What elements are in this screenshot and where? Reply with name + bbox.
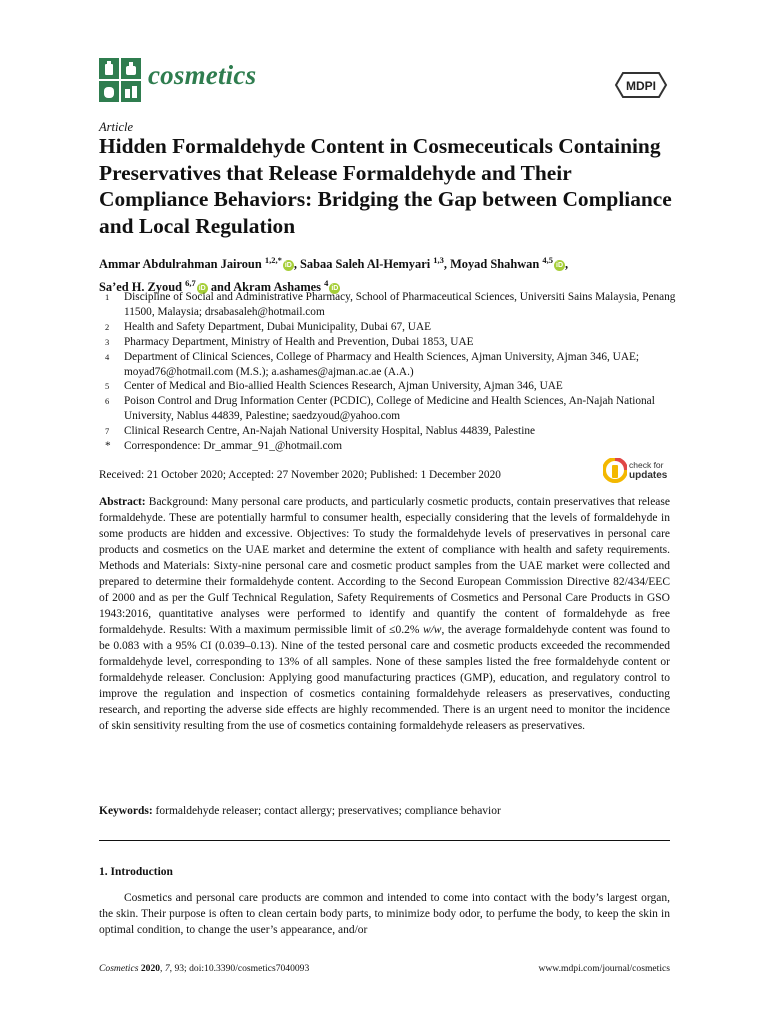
affiliation-text: Clinical Research Centre, An-Najah National University Hospital, Nablus 44839, Palestine [124, 425, 535, 438]
keywords-text: formaldehyde releaser; contact allergy; preservatives; compliance behavior [152, 805, 501, 817]
abstract-label: Abstract: [99, 496, 146, 508]
abstract-text-2: , the average formaldehyde content was found to be 0.083 with a 95% CI (0.039–0.13). Nine of the tested personal care and cosmetic products exceeded the recommended formaldehyde level, corresponding to 13% of all samples. None of these samples listed the free formaldehyde content or formaldehyde releaser. Conclusion: Applying good manufacturing practices (GMP), education, and regulatory control to improve the regulation and inspection of cosmetics containing formaldehyde releasers as preservatives, conducting research, and reporting the adverse side effects are highly recommended. There is an urgent need to monitor the incidence of skin sensitivity resulting from the use of cosmetics containing formaldehyde releasers as preservatives. [99, 624, 671, 732]
footer-journal: Cosmetics [99, 963, 139, 974]
affiliation-number: 7 [105, 426, 110, 437]
article-title: Hidden Formaldehyde Content in Cosmeceuticals Containing Preservatives that Release Formaldehyde and Their Compliance Behaviors: Bridging the Gap between Compliance and Local Regulation [99, 134, 672, 238]
author-name: Moyad Shahwan [450, 257, 540, 272]
affiliation-text: Center of Medical and Bio-allied Health Sciences Research, Ajman University, Ajman 346, UAE [124, 380, 563, 393]
affiliation-item [99, 394, 679, 424]
affiliation-text: Pharmacy Department, Ministry of Health and Prevention, Dubai 1853, UAE [124, 335, 474, 348]
journal-logo-icon [99, 58, 141, 102]
affiliation-item [99, 320, 679, 335]
affiliation-item [99, 290, 679, 320]
check-updates-line2: updates [629, 469, 668, 481]
affiliation-number: * [105, 440, 111, 453]
journal-url-link[interactable]: www.mdpi.com/journal/cosmetics [538, 963, 670, 974]
affiliation-number: 3 [105, 336, 110, 347]
author-separator: , [565, 257, 569, 272]
author-separator: , [293, 257, 301, 272]
orcid-icon[interactable]: iD [556, 262, 563, 270]
affiliations-list [99, 290, 679, 454]
affiliation-number: 2 [105, 321, 110, 332]
author-name: Sabaa Saleh Al-Hemyari [300, 257, 431, 272]
author-name: Ammar Abdulrahman Jairoun [99, 257, 262, 272]
affiliation-text: Health and Safety Department, Dubai Municipality, Dubai 67, UAE [124, 320, 432, 333]
abstract-ww: w/w [422, 624, 442, 636]
footer-year: 2020 [140, 963, 161, 974]
publication-dates: Received: 21 October 2020; Accepted: 27 November 2020; Published: 1 December 2020 [99, 469, 501, 481]
affiliation-number: 6 [105, 396, 110, 407]
affiliation-number: 4 [105, 351, 110, 362]
affiliation-text: Discipline of Social and Administrative Pharmacy, School of Pharmaceutical Sciences, Universiti Sains Malaysia, Penang 11500, Malaysia; drsabasaleh@hotmail.com [124, 291, 676, 318]
affiliation-text: Correspondence: Dr_ammar_91_@hotmail.com [124, 440, 343, 453]
footer-citation: Cosmetics 2020, 7, 93; doi:10.3390/cosmetics7040093 [99, 963, 310, 974]
affiliation-number: 5 [105, 381, 110, 392]
affiliation-item [99, 350, 679, 380]
author-affiliation-marker: 6,7 [185, 278, 196, 289]
author-affiliation-marker: 1,2,* [264, 255, 282, 265]
orcid-icon[interactable]: iD [331, 285, 339, 293]
author-affiliation-marker: 4 [324, 278, 329, 289]
author-name: Sa’ed H. Zyoud [99, 280, 182, 295]
orcid-icon[interactable]: iD [198, 285, 206, 293]
affiliation-item [99, 424, 679, 439]
affiliation-number: 1 [105, 292, 110, 302]
affiliation-text: Department of Clinical Sciences, College of Pharmacy and Health Sciences, Ajman University, Ajman 346, UAE; moyad76@hotmail.com (M.S.); a.ashames@ajman.ac.ae (A.A.) [124, 350, 640, 378]
keywords-label: Keywords: [99, 805, 153, 817]
abstract-text-1: Background: Many personal care products, and particularly cosmetic products, contain preservatives that release formaldehyde. These are potentially harmful to consumer health, especially considering that the levels of formaldehyde in some products are hidden and excessive. Objectives: To study the formaldehyde levels of preservatives in personal care products and cosmetics on the UAE market and determine the extent of compliance with health and safety requirements. Methods and Materials: Sixty-nine personal care and cosmetic product samples from the UAE market were collected and prepared to determine their formaldehyde content. According to the Second European Commission Directive 82/434/EEC of 2000 and as per the Gulf Technical Regulation, Safety Requirements of Cosmetics and Personal Care Products in GSO 1943:2016, quantitative analyses were performed to identify and quantify the content of formaldehyde as free formaldehyde. Results: With a maximum permissible limit of ≤0.2% [99, 496, 670, 636]
section-heading: 1. Introduction [99, 866, 173, 878]
affiliation-item [99, 439, 679, 454]
journal-name: cosmetics [148, 60, 257, 90]
author-name: Akram Ashames [233, 280, 321, 295]
section-divider [99, 840, 670, 841]
check-for-updates-button[interactable] [603, 458, 673, 486]
check-updates-line1: check for [629, 460, 664, 470]
author-affiliation-marker: 4,5 [542, 255, 553, 265]
intro-paragraph: Cosmetics and personal care products are common and intended to come into contact with the body’s largest organ, the skin. Their purpose is often to clean certain body parts, to minimize body odor, to perfume the body, to keep the skin in optimal condition, to change the user’s appearance, and/or [99, 892, 670, 936]
author-separator: , [443, 257, 451, 272]
author-affiliation-marker: 1,3 [433, 255, 444, 265]
publisher-logo [613, 70, 669, 100]
footer-doi: , 93; doi:10.3390/cosmetics7040093 [169, 963, 310, 974]
check-updates-icon [603, 458, 627, 484]
abstract [99, 494, 670, 734]
affiliation-item [99, 379, 679, 394]
author-separator: and [207, 280, 234, 295]
footer-volume: 7 [164, 963, 170, 974]
affiliation-item [99, 335, 679, 350]
affiliation-text: Poison Control and Drug Information Center (PCDIC), College of Medicine and Health Sciences, An-Najah National University, Nablus 44839, Palestine; saedzyoud@yahoo.com [124, 395, 655, 423]
keywords [99, 805, 670, 817]
orcid-icon[interactable]: iD [284, 262, 292, 270]
publisher-name: MDPI [626, 79, 656, 93]
article-type: Article [99, 120, 134, 134]
